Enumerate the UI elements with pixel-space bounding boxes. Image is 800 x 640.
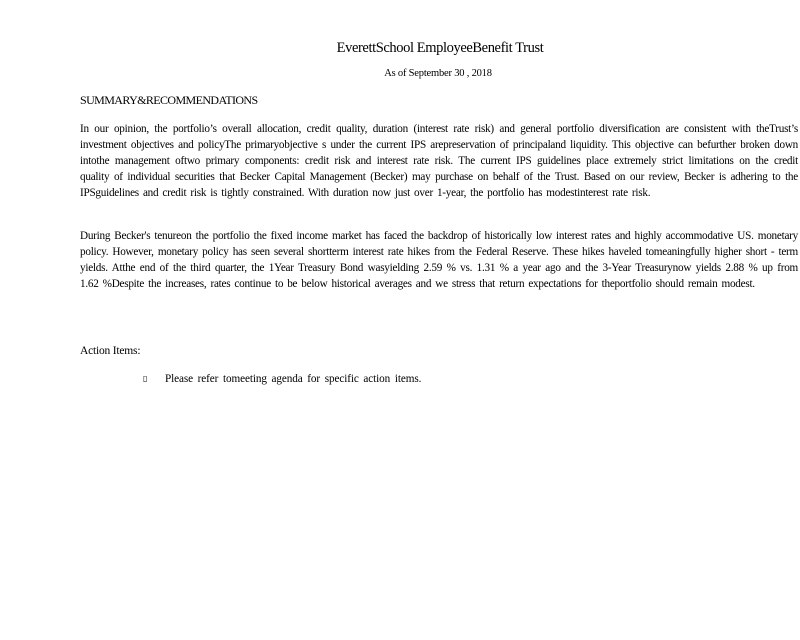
section-heading: SUMMARY&RECOMMENDATIONS — [80, 93, 258, 107]
summary-paragraph-1: In our opinion, the portfolio’s overall allocation, credit quality, duration (interest rate risk) and general portfolio diversification are consistent with theTrust’s investment objectives and policyThe primaryobjective s under the current IPS arepreservation of principaland liquidity. This objective can befurther broken down intothe management oftwo primary components: credit risk and interest rate risk. The current IPS guidelines place extremely strict limitations on the credit quality of individual securities that Becker Capital Management (Becker) may purchase on behalf of the Trust. Based on our review, Becker is adhering to the IPSguidelines and credit risk is tightly constrained. With duration now just over 1-year, the portfolio has modestinterest rate risk. — [80, 123, 798, 199]
as-of-date: As of September 30 , 2018 — [384, 68, 492, 79]
action-items-label: Action Items: — [80, 345, 141, 357]
summary-paragraph-2: During Becker's tenureon the portfolio the fixed income market has faced the backdrop of historically low interest rates and highly accommodative US. monetary policy. However, monetary policy has seen several shortterm interest rate hikes from the Federal Reserve. These hikes haveled tomeaningfully higher short - term yields. Atthe end of the third quarter, the 1Year Treasury Bond wasyielding 2.59 % vs. 1.31 % a year ago and the 3-Year Treasurynow yields 2.88 % up from 1.62 %Despite the increases, rates continue to be below historical averages and we stress that return expectations for theportfolio should remain modest. — [80, 230, 798, 290]
action-item — [143, 373, 421, 385]
document-title: EverettSchool EmployeeBenefit Trust — [336, 40, 544, 56]
action-item-text: Please refer tomeeting agenda for specific action items. — [165, 373, 422, 385]
bullet-icon: ▯ — [143, 374, 148, 383]
